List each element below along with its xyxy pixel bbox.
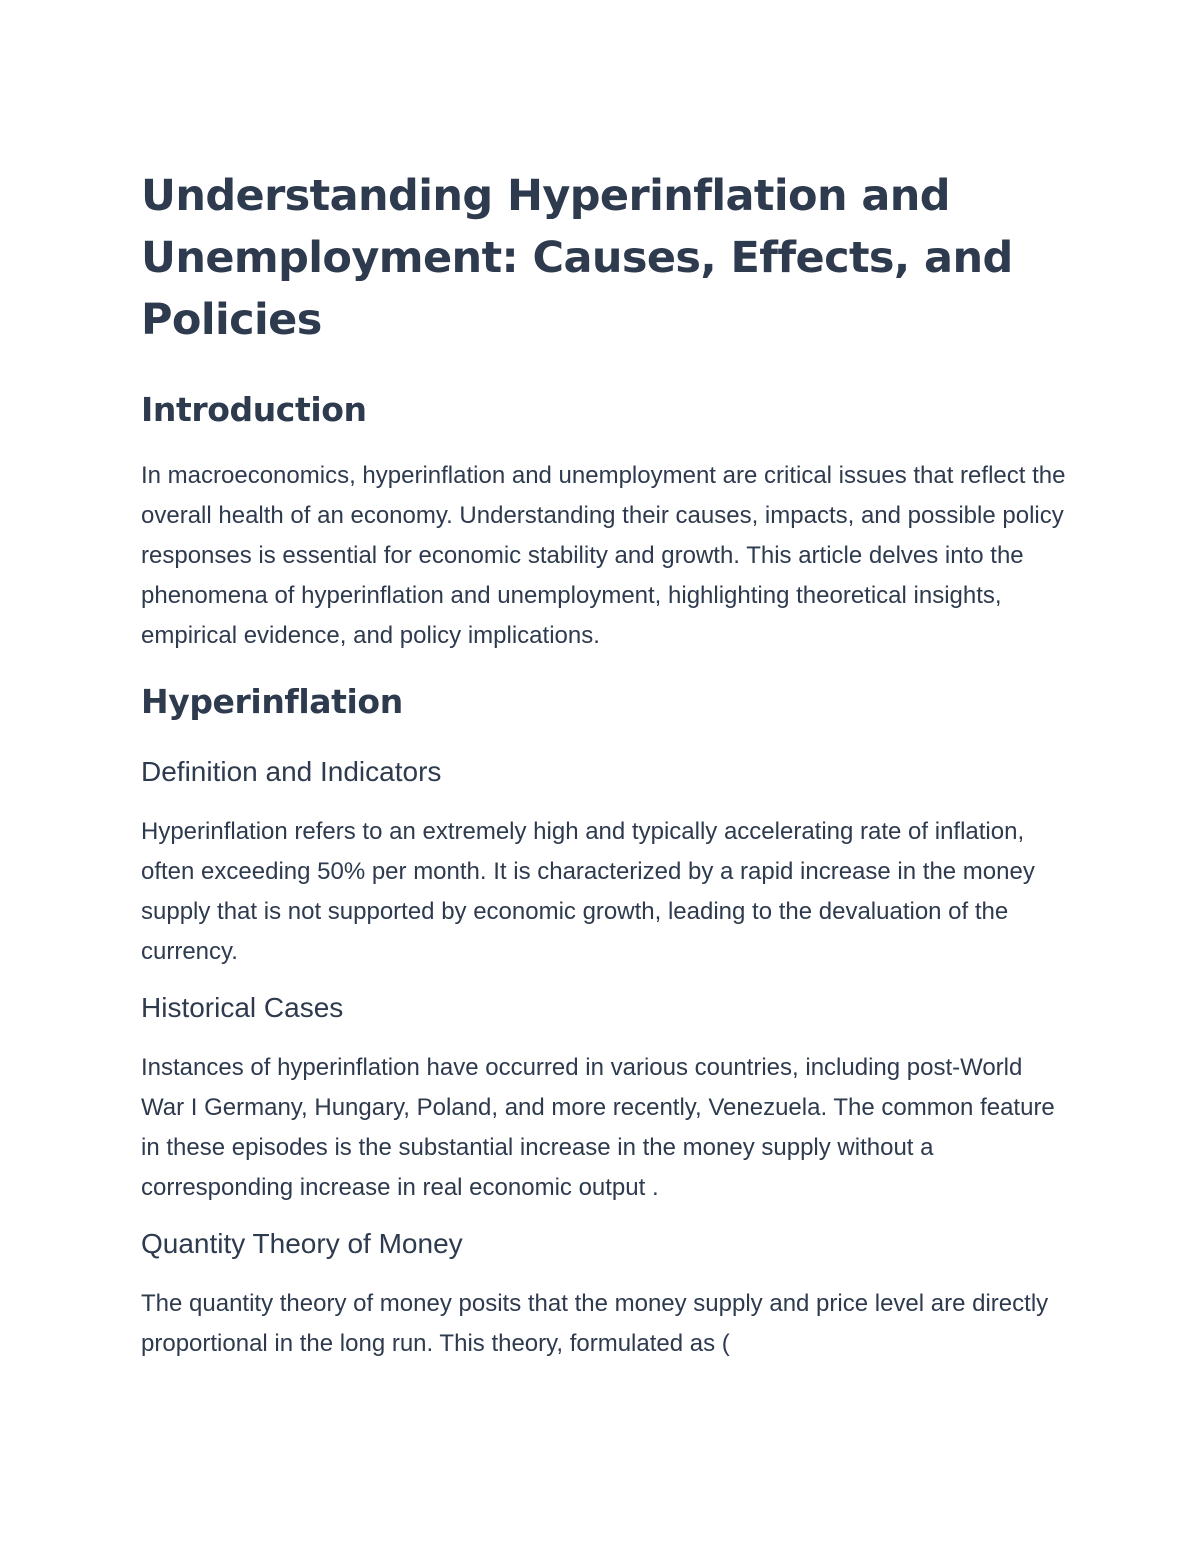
definition-paragraph: Hyperinflation refers to an extremely high and typically accelerating rate of inflation, often exceeding 50% per month. It is characterized by a rapid increase in the money supply that is not supported by economic growth, leading to the devaluation of the currency. bbox=[141, 818, 1035, 965]
section-heading-hyperinflation: Hyperinflation bbox=[141, 682, 403, 721]
subheading-definition-and-indicators: Definition and Indicators bbox=[141, 756, 442, 787]
introduction-paragraph: In macroeconomics, hyperinflation and unemployment are critical issues that reflect the overall health of an economy. Understanding their causes, impacts, and possible policy responses is essential for economic stability and growth. This article delves into the phenomena of hyperinflation and unemployment, highlighting theoretical insights, empirical evidence, and policy implications. bbox=[141, 462, 1066, 649]
section-heading-introduction: Introduction bbox=[141, 390, 367, 429]
document-page bbox=[141, 165, 1071, 1364]
historical-cases-paragraph: Instances of hyperinflation have occurred in various countries, including post-World War I Germany, Hungary, Poland, and more recently, Venezuela. The common feature in these episodes is the substantial increase in the money supply without a corresponding increase in real economic output . bbox=[141, 1054, 1055, 1201]
document-title: Understanding Hyperinflation and Unemployment: Causes, Effects, and Policies bbox=[141, 171, 1013, 345]
subheading-historical-cases: Historical Cases bbox=[141, 992, 344, 1023]
subheading-quantity-theory-of-money: Quantity Theory of Money bbox=[141, 1228, 463, 1259]
quantity-theory-paragraph: The quantity theory of money posits that the money supply and price level are directly proportional in the long run. This theory, formulated as ( bbox=[141, 1290, 1049, 1357]
